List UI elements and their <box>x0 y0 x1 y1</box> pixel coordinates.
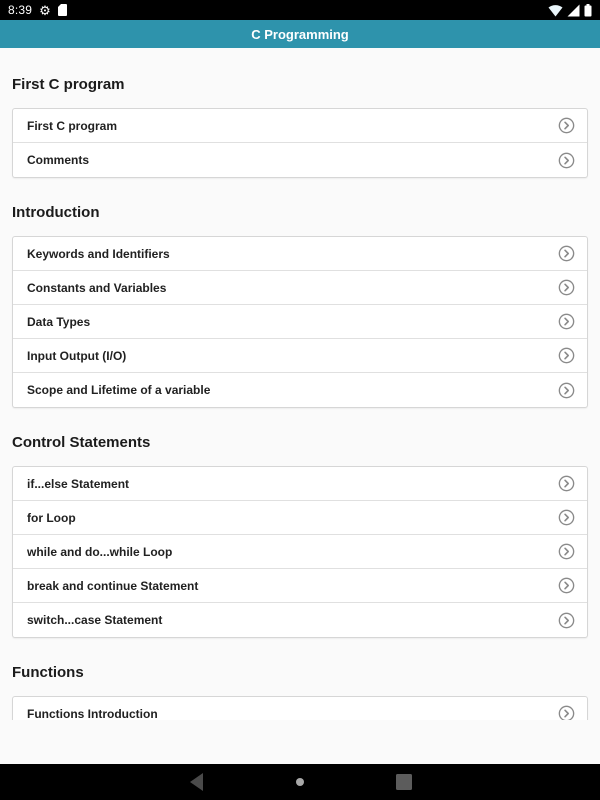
battery-icon <box>584 4 592 17</box>
recents-icon[interactable] <box>393 771 415 793</box>
topic-row[interactable] <box>13 535 587 569</box>
status-bar <box>0 0 600 20</box>
gear-icon: ⚙ <box>39 2 51 18</box>
section-title: First C program <box>12 76 125 93</box>
chevron-right-icon <box>558 475 575 492</box>
topic-row[interactable] <box>13 467 587 501</box>
cell-signal-icon <box>567 4 580 17</box>
topic-row[interactable] <box>13 143 587 177</box>
topic-row[interactable] <box>13 271 587 305</box>
chevron-right-icon <box>558 543 575 560</box>
topic-label: Scope and Lifetime of a variable <box>27 383 211 397</box>
topic-row[interactable] <box>13 237 587 271</box>
chevron-right-icon <box>558 117 575 134</box>
topic-label: for Loop <box>27 510 76 525</box>
topic-list[interactable] <box>0 48 600 720</box>
topic-row[interactable] <box>13 109 587 143</box>
chevron-right-icon <box>558 245 575 262</box>
topic-label: Comments <box>27 153 90 167</box>
topic-label: switch...case Statement <box>27 613 163 627</box>
topic-label: Constants and Variables <box>27 280 167 295</box>
topic-card <box>12 108 588 178</box>
topic-label: Keywords and Identifiers <box>27 246 170 261</box>
section <box>12 204 588 408</box>
chevron-right-icon <box>558 382 575 399</box>
topic-label: while and do...while Loop <box>27 544 173 559</box>
sd-card-icon <box>58 4 67 16</box>
status-bar-right <box>548 4 592 17</box>
topic-label: Data Types <box>27 314 91 329</box>
chevron-right-icon <box>558 313 575 330</box>
topic-row[interactable] <box>13 603 587 637</box>
topic-label: Input Output (I/O) <box>27 348 127 363</box>
app-title: C Programming <box>251 26 349 42</box>
section <box>12 434 588 638</box>
bottom-spacer <box>0 720 600 764</box>
chevron-right-icon <box>558 347 575 364</box>
section-title: Introduction <box>12 204 100 221</box>
back-icon[interactable] <box>185 771 207 793</box>
topic-card <box>12 236 588 408</box>
status-bar-left <box>8 3 67 17</box>
section-title: Functions <box>12 664 84 681</box>
chevron-right-icon <box>558 612 575 629</box>
chevron-right-icon <box>558 279 575 296</box>
topic-label: break and continue Statement <box>27 578 199 593</box>
section-title: Control Statements <box>12 434 151 451</box>
topic-row[interactable] <box>13 339 587 373</box>
topic-card <box>12 466 588 638</box>
chevron-right-icon <box>558 577 575 594</box>
navigation-bar <box>0 764 600 800</box>
home-icon[interactable] <box>289 771 311 793</box>
topic-row[interactable] <box>13 501 587 535</box>
topic-row[interactable] <box>13 373 587 407</box>
chevron-right-icon <box>558 509 575 526</box>
topic-row[interactable] <box>13 569 587 603</box>
topic-label: Functions Introduction <box>27 706 158 721</box>
status-time: 8:39 <box>8 3 33 17</box>
section <box>12 76 588 178</box>
app-bar <box>0 20 600 48</box>
topic-label: First C program <box>27 118 118 133</box>
topic-label: if...else Statement <box>27 476 130 491</box>
chevron-right-icon <box>558 152 575 169</box>
wifi-icon <box>548 4 563 17</box>
topic-row[interactable] <box>13 305 587 339</box>
